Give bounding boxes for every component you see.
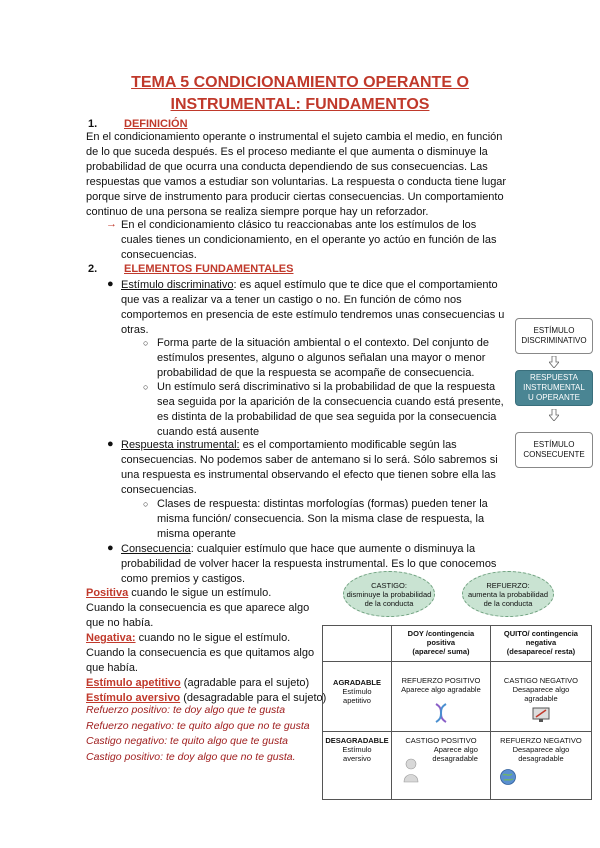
cell-text: agradable xyxy=(524,694,558,703)
row-head-text: DESAGRADABLE xyxy=(325,736,389,745)
bullet-dot-icon: ● xyxy=(107,438,114,450)
example-item: Refuerzo positivo: te doy algo que te gusta xyxy=(86,704,286,716)
text-span: : es aquel estímulo que te dice que el comportamiento xyxy=(233,279,498,291)
flow-box-consecuente xyxy=(515,432,593,468)
oval-text: de la conducta xyxy=(364,598,414,608)
row-sub-text: Estímulo xyxy=(342,745,372,754)
text-line: misma función/ consecuencia. Son la misma clase de respuesta, la xyxy=(157,513,485,525)
flow-text: ESTÍMULO xyxy=(533,326,575,335)
flow-text: U OPERANTE xyxy=(527,393,580,402)
row-head-text: AGRADABLE xyxy=(333,678,381,687)
cell-text: Aparece algo agradable xyxy=(401,685,481,694)
examples-list xyxy=(86,703,326,765)
section-2-number: 2. xyxy=(88,263,98,275)
estimulo-term: Estímulo discriminativo xyxy=(121,279,234,291)
text-span: (agradable para el sujeto) xyxy=(180,677,310,689)
text-line: Cuando la consecuencia es que quitamos algo xyxy=(86,647,315,659)
apetitivo-term: Estímulo apetitivo xyxy=(86,677,181,689)
text-line: En el condicionamiento clásico tu reaccionabas ante los estímulos de los xyxy=(121,219,477,231)
cell-text: Aparece algo xyxy=(433,745,478,754)
header-text: (aparece/ suma) xyxy=(412,647,470,656)
text-span: cuando no le sigue el estímulo. xyxy=(135,632,291,644)
header-text: negativa xyxy=(525,638,557,647)
text-line: cuales tienes un condicionamiento, en el operante yo actúo en función de las xyxy=(121,234,497,246)
flow-text: CONSECUENTE xyxy=(523,450,585,459)
text-line: como premios y castigos. xyxy=(121,573,246,585)
text-line: de lo que suceda después. Es el proceso mediante el que aumenta o disminuye la xyxy=(86,146,488,158)
person-sitting-icon xyxy=(398,758,424,784)
text-line: sea seguida por la aparición de la consecuencia cuando está presente, xyxy=(157,396,504,408)
text-line: continuo de una persona se realiza siempre porque hay un reforzador. xyxy=(86,206,429,218)
aversivo-term: Estímulo aversivo xyxy=(86,692,181,704)
text-line xyxy=(121,542,514,557)
text-line: estímulos presentes, alguno o algunos señalan una mayor o menor xyxy=(157,352,486,364)
estimulo-sub-1 xyxy=(157,336,514,381)
arrow-note xyxy=(121,218,514,263)
header-text: positiva xyxy=(426,638,456,647)
text-line: otras. xyxy=(121,324,149,336)
section-2-title: ELEMENTOS FUNDAMENTALES xyxy=(124,263,294,275)
text-line: Cuando la consecuencia es que aparece algo xyxy=(86,602,310,614)
sub-bullet-icon: ○ xyxy=(143,382,149,392)
table-row-head-agradable xyxy=(323,662,392,732)
section-2-heading xyxy=(88,263,294,275)
down-arrow-icon xyxy=(549,356,559,368)
text-line: misma operante xyxy=(157,528,236,540)
table-header-doy xyxy=(392,626,491,662)
down-arrow-icon xyxy=(549,409,559,421)
flow-text: RESPUESTA xyxy=(530,373,578,382)
cell-text: Desaparece algo xyxy=(512,745,570,754)
dna-icon xyxy=(432,702,450,724)
oval-text: aumenta la probabilidad xyxy=(467,589,549,599)
bullet-dot-icon: ● xyxy=(107,542,114,554)
text-span: : cualquier estímulo que hace que aumente o disminuya la xyxy=(190,543,476,555)
text-line: es distinta de la probabilidad de que sea seguida por la consecuencia xyxy=(157,411,497,423)
flow-text: ESTÍMULO xyxy=(533,440,575,449)
text-line: consecuencias. xyxy=(121,484,197,496)
text-line: que no había. xyxy=(86,617,154,629)
text-line: una respuesta es instrumental observando el efecto que tienen sobre ella las xyxy=(121,469,496,481)
consecuencia-term: Consecuencia xyxy=(121,543,191,555)
row-sub-text: Estímulo xyxy=(342,687,372,696)
row-sub-text: aversivo xyxy=(343,754,371,763)
text-line xyxy=(121,278,514,293)
sub-bullet-icon: ○ xyxy=(143,499,149,509)
text-line: consecuencias. xyxy=(121,249,197,261)
estimulo-sub-2 xyxy=(157,380,514,440)
text-line: que vas a realizar va a tener un castigo o no. En función de cómo nos xyxy=(121,294,462,306)
oval-title: CASTIGO: xyxy=(371,580,407,590)
text-line: porque sirve de instrumento para producir ciertas consecuencias. Un comportamiento xyxy=(86,191,504,203)
table-header-quito xyxy=(490,626,591,662)
respuesta-paragraph xyxy=(121,438,514,498)
flow-box-respuesta xyxy=(515,370,593,406)
section-1-title: DEFINICIÓN xyxy=(124,118,188,130)
text-span: es el comportamiento modificable según las xyxy=(239,439,457,451)
text-line: respuestas que vamos a estudiar son voluntarias. La respuesta o conducta tiene lugar xyxy=(86,176,507,188)
text-line: Forma parte de la situación ambiental o el contexto. Del conjunto de xyxy=(157,337,490,349)
flow-box-estimulo xyxy=(515,318,593,354)
cell-text: desagradable xyxy=(518,754,564,763)
text-line xyxy=(86,586,336,601)
table-cell-refuerzo-negativo xyxy=(490,732,591,800)
page-title-line-1: TEMA 5 CONDICIONAMIENTO OPERANTE O xyxy=(131,74,469,91)
header-text: QUITO/ contingencia xyxy=(503,629,578,638)
cell-text: desagradable xyxy=(432,754,478,763)
table-cell-refuerzo-positivo xyxy=(392,662,491,732)
text-line: Clases de respuesta: distintas morfologías (formas) pueden tener la xyxy=(157,498,488,510)
section-1-heading xyxy=(88,118,188,130)
text-line xyxy=(86,676,336,691)
arrow-bullet-icon: → xyxy=(106,218,117,230)
oval-text: disminuye la probabilidad xyxy=(346,589,432,599)
castigo-oval xyxy=(343,571,435,617)
section-1-number: 1. xyxy=(88,118,98,130)
positiva-term: Positiva xyxy=(86,587,129,599)
table-corner xyxy=(323,626,392,662)
oval-title: REFUERZO: xyxy=(486,580,530,590)
text-span: cuando le sigue un estímulo. xyxy=(128,587,272,599)
text-line: cuando está ausente xyxy=(157,426,260,438)
text-line: probabilidad de que la respuesta se acompañe de consecuencia. xyxy=(157,367,475,379)
bullet-dot-icon: ● xyxy=(107,278,114,290)
cell-text: Desaparece algo xyxy=(512,685,570,694)
header-text: DOY /contingencia xyxy=(407,629,475,638)
consecuencia-paragraph xyxy=(121,542,514,587)
example-item: Castigo positivo: te doy algo que no te gusta. xyxy=(86,750,296,763)
text-line: Un estímulo será discriminativo si la probabilidad de que la respuesta xyxy=(157,381,496,393)
consequences-table xyxy=(322,625,592,800)
cell-title: REFUERZO POSITIVO xyxy=(401,676,481,685)
text-line xyxy=(121,438,514,453)
text-line xyxy=(86,631,336,646)
table-cell-castigo-negativo xyxy=(490,662,591,732)
cell-title: REFUERZO NEGATIVO xyxy=(500,736,582,745)
row-sub-text: apetitivo xyxy=(343,696,371,705)
flow-text: INSTRUMENTAL xyxy=(523,383,585,392)
respuesta-sub xyxy=(157,497,514,542)
definitions-block xyxy=(86,586,336,706)
refuerzo-oval xyxy=(462,571,554,617)
example-item: Refuerzo negativo: te quito algo que no te gusta xyxy=(86,719,310,732)
text-line: probabilidad de que ocurra una conducta dependiendo de sus consecuencias. Las xyxy=(86,161,488,173)
negativa-term: Negativa: xyxy=(86,632,136,644)
globe-icon xyxy=(499,768,517,786)
table-row-head-desagradable xyxy=(323,732,392,800)
respuesta-term: Respuesta instrumental: xyxy=(121,439,240,451)
text-line: probabilidad de volver hacer la respuesta instrumental. Es lo que conocemos xyxy=(121,558,497,570)
sub-bullet-icon: ○ xyxy=(143,338,149,348)
text-span: (desagradable para el sujeto) xyxy=(180,692,327,704)
header-text: (desaparece/ resta) xyxy=(506,647,576,656)
estimulo-paragraph xyxy=(121,278,514,338)
flow-text: DISCRIMINATIVO xyxy=(521,336,587,345)
oval-text: de la conducta xyxy=(483,598,533,608)
table-cell-castigo-positivo xyxy=(392,732,491,800)
definition-paragraph xyxy=(86,130,514,220)
example-item: Castigo negativo: te quito algo que te gusta xyxy=(86,735,288,747)
cell-title: CASTIGO NEGATIVO xyxy=(503,676,578,685)
text-line: comportemos en presencia de este estímulo tendremos unas consecuencias u xyxy=(121,309,505,321)
cell-title: CASTIGO POSITIVO xyxy=(405,736,477,745)
text-line: En el condicionamiento operante o instrumental el sujeto cambia el medio, en función xyxy=(86,131,503,143)
text-line: consecuencias. No podemos saber de antemano si lo será. Sólo sabremos si xyxy=(121,454,498,466)
page-title-line-2: INSTRUMENTAL: FUNDAMENTOS xyxy=(170,96,430,113)
screen-icon xyxy=(532,707,550,723)
text-line: que había. xyxy=(86,662,138,674)
